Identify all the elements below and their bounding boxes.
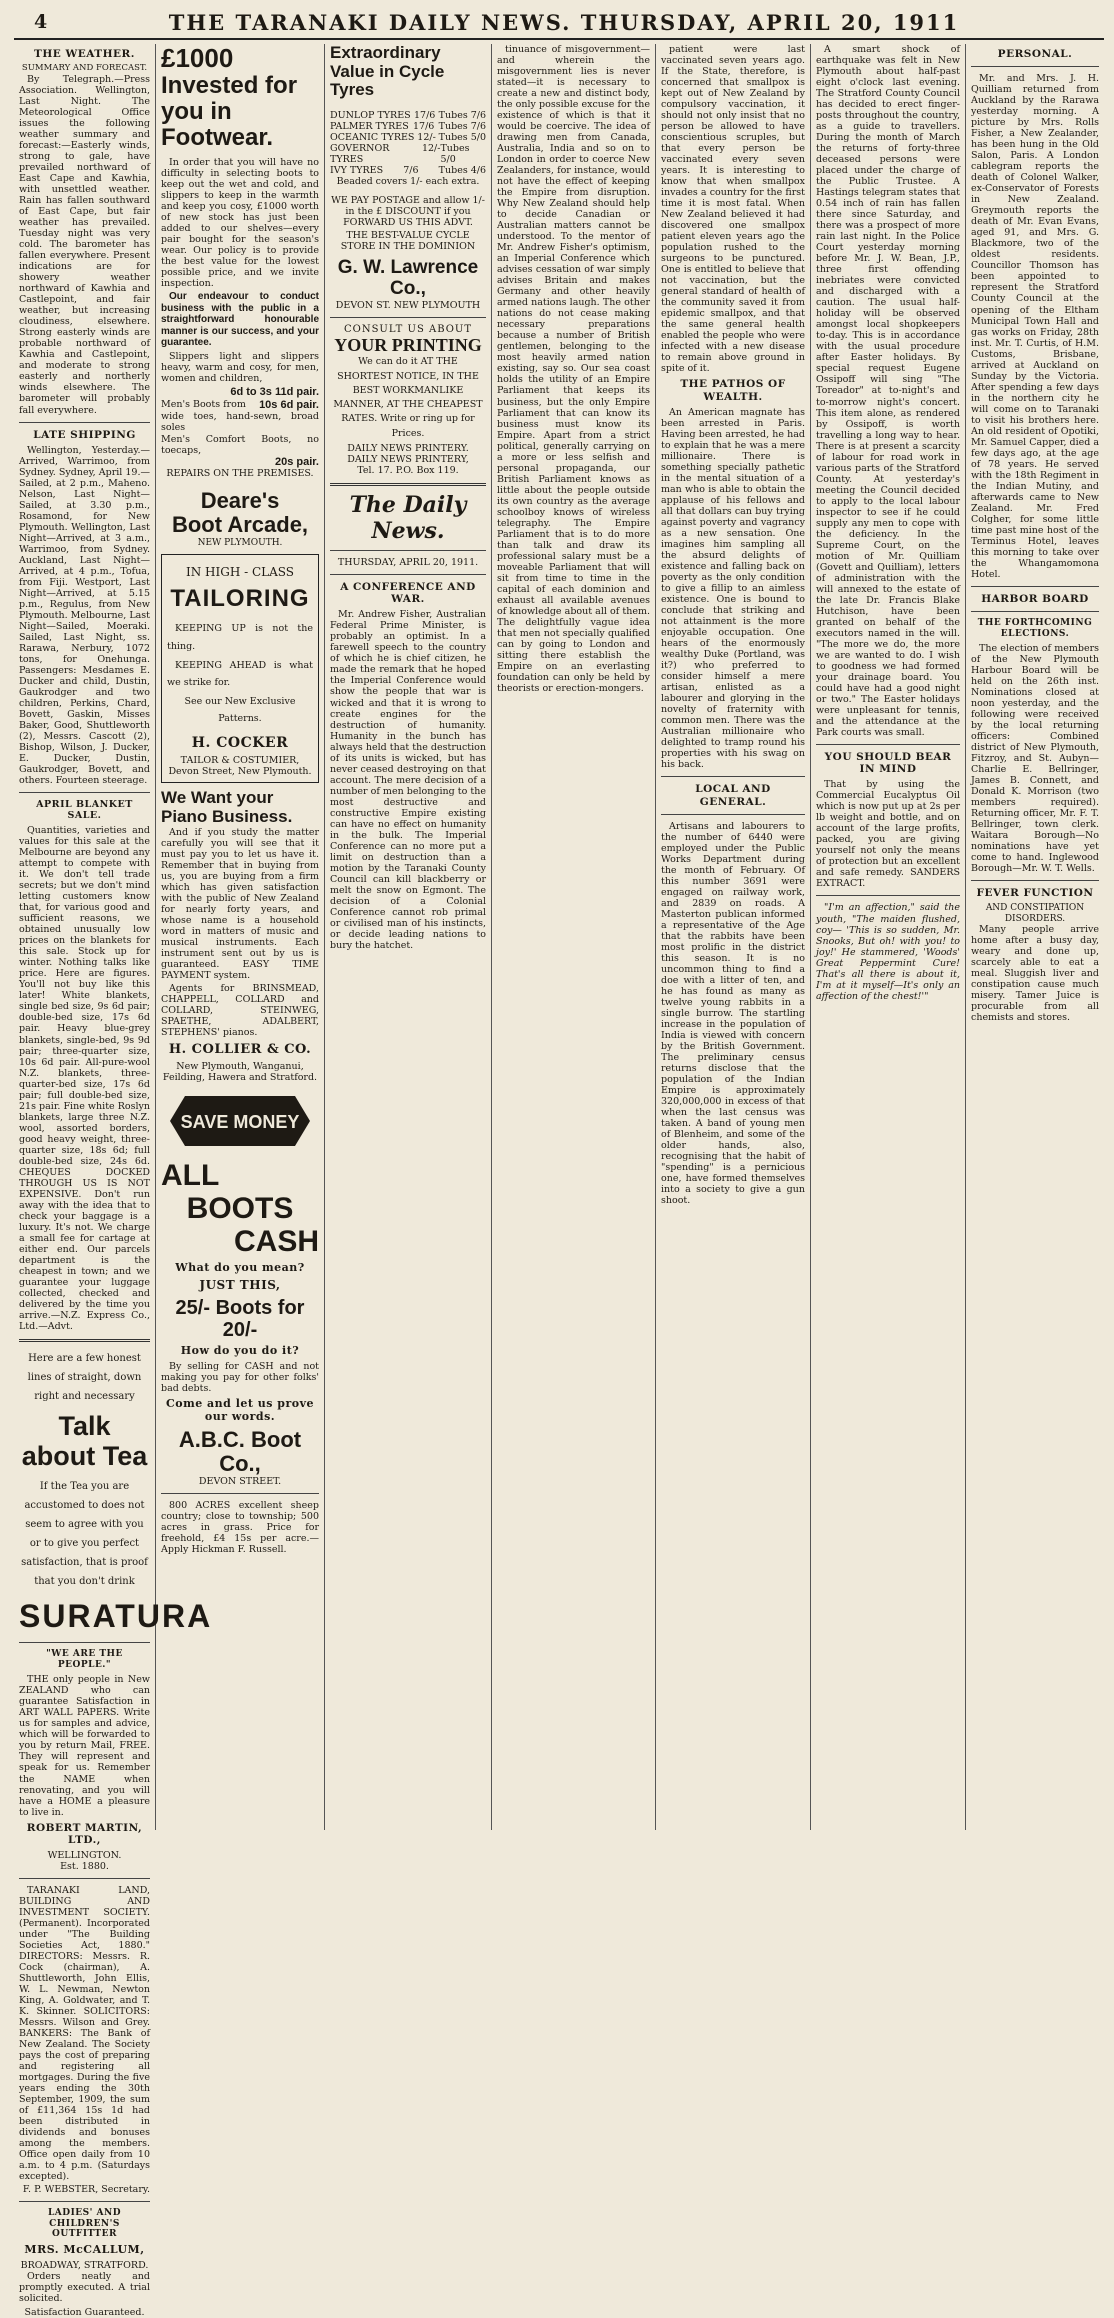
- masthead: [14, 6, 1104, 40]
- joke-text: "I'm an affection," said the youth, "The maiden flushed, coy— 'This is so sudden, Mr. Snooks, But oh! with you! to joy!' He stammered, 'Woods' Great Peppermint Cure! That's all there is about it, I'm at it myself—It's only an affection of the chest!'": [816, 902, 960, 1002]
- smallpox-text: patient were last vaccinated seven years ago. If the State, therefore, is concerned that smallpox is kept out of New Zealand by compulsory vaccination, it should not only insist that no person be allowed to have conscientious scruples, but that every person be vaccinated every seven years. It is interesting to know that when smallpox invades a country for the first time it is most fatal. When New Zealand believed it had discovered one smallpox patient eleven years ago the population rushed to the surgeons to be punctured. One is entitled to believe that not vaccination, but the general standard of health of the community saved it from epidemic smallpox, and that the same general health enabled the people who were infected with a new disease to remain above ground in spite of it.: [661, 44, 805, 375]
- printers-address: DAILY NEWS PRINTERY,: [347, 453, 469, 465]
- conference-heading: A CONFERENCE AND WAR.: [340, 581, 476, 606]
- daily-news-nameplate: The Daily News.: [349, 491, 467, 544]
- ladies-name: MRS. McCALLUM,: [24, 2242, 145, 2256]
- fever-heading: FEVER FUNCTION: [976, 887, 1094, 900]
- column-4: [492, 44, 656, 1830]
- deare-subtitle: Boot Arcade,: [171, 512, 309, 538]
- tyre-row: OCEANIC TYRES 12/- Tubes 5/0: [330, 132, 486, 144]
- tea-intro: Here are a few honest lines of straight, down right and necessary: [27, 1352, 142, 1402]
- wealth-text: An American magnate has been arrested in Paris. Having been arrested, he had to explain that he was a mere millionaire. There is something specially pathetic in the mental situation of a man who is able to obtain the applause of his fellows and all that dollars can buy trying against poverty and vagrancy as a new sensation. One imagines him sampling all the absurd delights of existence and falling back on poverty as the only condition to give a fillip to an aimless existence. One is bound to conclude that striking and not attainment is the more enjoyable occupation. One hears of the enormously wealthy Duke (Portland, was it?) who preferred to consider himself a mere artisan, enlisted as a labourer and glorying in the novelty of fraternity with common men. There was the Australian millionaire who delighted to tramp round his properties with his swag on his back.: [661, 406, 805, 771]
- repairs-line: REPAIRS ON THE PREMISES.: [166, 468, 314, 480]
- all-word: ALL: [161, 1159, 220, 1193]
- lawrence-name: G. W. Lawrence Co.,: [337, 257, 479, 300]
- cash-question: What do you mean?: [175, 1261, 305, 1275]
- editorial-continued: tinuance of misgovernment—and wherein the misgovernment lies is never stated—it is necessary to create a new and distinct body, the only possible excuse for the existence of which is that it would be coercive. The idea of drawing men from Canada, Australia, India and so on to London in order to coerce New Zealanders, for instance, would not have the effect of keeping the Empire from disruption. Why New Zealand should help to decide Canadian or Australian matters cannot be understood. To the mentor of Mr. Andrew Fisher's optimism, an Imperial Conference which advises cessation of war simply advises Britain and makes Germany and other heavily armed nations laugh. The other nations do not cease making necessary preparations because a number of British gentlemen, belonging to the most heavily armed nation existing, say so. Our sea coast holds the utility of an Empire Parliament that keeps its business, but the only Empire Parliament that can know its business must know its Empire. Apart from a strict political, generally carrying on a more or less selfish and personal propaganda, our British Parliament knows as little about the people outside its own country as the average schoolboy knows of wireless telegraphy. The Empire Parliament that is to do more than talk and draw its professional salary must be a moveable Parliament that will sit from time to time in the capital of each dominion and exhaust all available avenues of knowledge about all of them. The delightfully vague idea that men not specially qualified can by going to London and sitting there establish the Empire on an everlasting foundation can only be held by theorists or erection-mongers.: [497, 44, 650, 694]
- ladies-footer: Satisfaction Guaranteed.: [24, 2306, 145, 2318]
- collier-address: New Plymouth, Wanganui, Feilding, Hawera and Stratford.: [162, 1060, 318, 1083]
- elections-text: The election of members of the New Plymouth Harbour Board will be held on the 26th inst. Nominations closed at noon yesterday, and the following were received by the local returning officers: Combined district of New Plymouth, Fitzroy, and St. Aubyn—Charlie E. Bellringer, James B. Connett, and Donald K. Morrison (two members required). Returning officer, Mr. F. T. Bellringer, town clerk. Waitara Borough—No nominations have yet come to hand. Inglewood Borough—Mr. W. T. Wells.: [971, 642, 1099, 875]
- tea-body: If the Tea you are accustomed to does not seem to agree with you or to give you perfect satisfaction, that is proof that you don't drink: [21, 1481, 148, 1588]
- footwear-price: £1000: [161, 43, 234, 73]
- people-heading: "WE ARE THE PEOPLE.": [46, 1649, 123, 1670]
- weather-heading: THE WEATHER.: [34, 48, 135, 60]
- local-heading: LOCAL AND GENERAL.: [695, 783, 771, 808]
- save-money-label: SAVE MONEY: [180, 1112, 300, 1133]
- footwear-bold: Our endeavour to conduct business with the public in a straightforward honourable manner is our success, and your guarantee.: [161, 290, 319, 349]
- ladies-text: Orders neatly and promptly executed. A trial solicited.: [19, 2271, 150, 2305]
- column-5: [656, 44, 811, 1830]
- blanket-text: Quantities, varieties and values for this sale at the Melbourne are beyond any attempt to compete with it. We don't tell trade secrets; but we don't mind letting customers know that, for various good and sufficient reasons, we obtained unusually low prices on the blankets for this sale. Stock up for winter. Nothing talks like price. Here are figures. You'll not buy like this later! White blankets, single bed size, 9s 6d pair; double-bed size, 17s 6d pair. Heavy blue-grey blankets, single-bed, 9s 9d pair; three-quarter size, 10s 6d pair. All-pure-wool N.Z. blankets, three-quarter-bed size, 17s 6d pair; full double-bed size, 21s pair. Fine white Roslyn blankets, large three N.Z. wool, assorted borders, good heavy weight, three-quarter size, 18s 6d; full double-bed size, 24s 6d. CHEQUES DOCKED THROUGH US IS NOT EXPENSIVE. Don't run away with the idea that to check your baggage is a luxury. It's not. We charge a small fee for cartage at either end. Our parcels department is the cheapest in town; and we guarantee your luggage collected, checked and delivered by the time you arrive.—N.Z. Express Co., Ltd.—Advt.: [19, 825, 150, 1332]
- cash-how: How do you do it?: [180, 1343, 300, 1357]
- cocker-address: Devon Street, New Plymouth.: [168, 766, 312, 778]
- blanket-heading: APRIL BLANKET SALE.: [36, 799, 133, 822]
- people-text: THE only people in New ZEALAND who can guarantee Satisfaction in ART WALL PAPERS. Write us for samples and advice, which will be forwarded to you by return Mail, FREE. They will represent and speak for us. Remember the NAME when renovating, and you will have a HOME a pleasure to live in.: [19, 1674, 150, 1818]
- cocker-trade: TAILOR & COSTUMIER,: [180, 755, 300, 767]
- printers: DAILY NEWS PRINTERY.: [347, 442, 469, 454]
- printing-text: We can do it AT THE SHORTEST NOTICE, IN THE BEST WORKMANLIKE MANNER, AT THE CHEAPEST RATES. Write or ring up for Prices.: [333, 356, 483, 439]
- printing-pre: CONSULT US ABOUT: [343, 324, 473, 336]
- cash-prove: Come and let us prove our words.: [165, 1397, 315, 1424]
- shipping-heading: LATE SHIPPING: [33, 428, 136, 441]
- personal-text: Mr. and Mrs. J. H. Quilliam returned from Auckland by the Rarawa yesterday morning. A picture by Mrs. Rolls Fisher, a New Zealander, has been hung in the Old Salon, Paris. A London cablegram reports the death of Colonel Walker, ex-Conservator of Forests in New Zealand. Greymouth reports the death of Mr. Evan Evans, aged 91, and Mrs. G. Blackmore, two of the oldest residents. Councillor Thomson has been appointed to represent the Stratford County Council at the opening of the Eltham Municipal Town Hall and gas works on Friday, 28th inst. Mr. T. Curtis, of H.M. Customs, Brisbane, arrived at Auckland on Sunday by the Victoria. After spending a few days in the northern city he will come on to Taranaki to visit his brothers here. An old resident of Opotiki, Mr. Samuel Capper, died a few days ago, at the age of 78 years. He served with the 18th Regiment in the Indian Mutiny, and afterwards came to New Zealand. Mr. Fred Colgher, for some little time past mine host of the Terminus Hotel, leaves this morning to take over the Whangamomona Hotel.: [971, 73, 1100, 580]
- slippers-text: Slippers light and slippers heavy, warm and cosy, for men, women and children,: [161, 350, 319, 384]
- fever-text: Many people arrive home after a busy day, weary and done up, scarcely able to eat a meal. Sluggish liver and constipation cause much misery. Tamer Juice is procurable from all chemists and stores.: [971, 924, 1099, 1024]
- personal-heading: PERSONAL.: [997, 48, 1073, 60]
- land-society-text: TARANAKI LAND, BUILDING AND INVESTMENT SOCIETY. (Permanent). Incorporated under "The Building Societies Act, 1880." DIRECTORS: Messrs. R. Cock (chairman), A. Shuttleworth, John Ellis, W. L. Newman, Newton King, A. Goldwater, and T. K. Skinner. SOLICITORS: Messrs. Wilson and Grey. BANKERS: The Bank of New Zealand. The Society pays the cost of preparing and registering all mortgages. During the five years ending the 30th September, 1909, the sum of £11,364 15s 1d had been distributed in dividends and bonuses among the members. Office open daily from 10 a.m. to 4 p.m. (Saturdays excepted).: [19, 1884, 150, 2183]
- elections-heading: THE FORTHCOMING ELECTIONS.: [977, 618, 1093, 639]
- piano-agents: Agents for BRINSMEAD, CHAPPELL, COLLARD and COLLARD, STEINWEG, SPAETHE, ADALBERT, STEPHENS' pianos.: [161, 982, 319, 1038]
- deare-title: Deare's: [200, 488, 280, 514]
- tyre-row: GOVERNOR TYRES 12/- Tubes 5/0: [330, 143, 470, 166]
- cash-this: JUST THIS,: [199, 1277, 281, 1292]
- column-2: [156, 44, 325, 1830]
- tailoring-pre: IN HIGH - CLASS: [185, 565, 295, 580]
- collier-name: H. COLLIER & CO.: [168, 1041, 312, 1057]
- ladies-heading: LADIES' AND CHILDREN'S OUTFITTER: [47, 2208, 122, 2240]
- postage-offer: WE PAY POSTAGE and allow 1/- in the £ DISCOUNT if you FORWARD US THIS ADVT.: [331, 195, 485, 229]
- acres-ad: 800 ACRES excellent sheep country; close to township; 500 acres in grass. Price for freehold, £4 15s per acre.—Apply Hickman F. Russell.: [161, 1500, 319, 1556]
- conference-text: Mr. Andrew Fisher, Australian Federal Prime Minister, is probably an optimist. In a farewell speech to the country of which he is chief citizen, he made the remark that he hoped the Imperial Conference would show the people that war is wicked and that it is wrong to create engines for the destruction of humanity. Humanity in the bunch has always held that the destruction of its units is wicked, but has never ceased destroying on that account. The mere decision of a number of men belonging to the most destructive and constructive Empire existing can have no effect on humanity in the bulk. The Imperial Conference can no more put a limit on destruction than a motion by the Taranaki County Council can kill blackberry or melt the snow on Egmont. The decision of a Colonial Conference cannot rob primal or civilised man of his instincts, or decide leading nations to bury the hatchet.: [330, 609, 486, 951]
- save-money-icon: [165, 1091, 315, 1151]
- best-store: THE BEST-VALUE CYCLE STORE IN THE DOMINION: [340, 230, 476, 253]
- tailoring-text-1: KEEPING UP is not the thing.: [167, 623, 313, 652]
- mind-text: That by using the Commercial Eucalyptus Oil which is now put up at 2s per lb weight and bottle, and on account of the large profits, packed, you are giving yourself not only the means of protection but an excellent and safe remedy. SANDERS EXTRACT.: [816, 779, 960, 890]
- local-news-text: A smart shock of earthquake was felt in New Plymouth about half-past eight o'clock last evening. The Stratford County Council has decided to erect finger-posts throughout the country, as a guide to travellers. During the month of March the returns of forty-three deceased persons were placed under the charge of the Public Trustee. A Hastings telegram states that 0.54 inch of rain has fallen there since Saturday, and there was a prospect of more rain last night. In the Police Court yesterday morning before Mr. J. W. Bean, J.P., three first offending inebriates were convicted and discharged with a caution. The usual half-holiday will be observed amongst local shopkeepers to-day. This is in accordance with the usual procedure after Easter holidays. By special request Eugene Ossipoff will sing "The Toreador" at to-night's and to-morrow night's concert. This item alone, as rendered by Ossipoff, is worth travelling a long way to hear. There is at present a scarcity of labour for road work in various parts of the Stratford County. At yesterday's meeting the Council decided to apply to the local labour inspector to see if he could supply any men to cope with the deficiency. In the Supreme Court, on the motion of Mr. Quilliam (Govett and Quilliam), letters of administration with the will annexed to the estate of the late Dr. Francis Blake Hutchison, have been granted on behalf of the executors named in the will. "The more we do, the more we are wanted to do. I wish to goodness we had formed your drainage board. You could have had a good night or two." The Easter holidays were unpleasant for tennis, and the attendance at the Park courts was small.: [816, 44, 960, 738]
- boots-word: BOOTS: [186, 1192, 294, 1226]
- tea-title: Talk about Tea: [21, 1410, 148, 1471]
- beaded-note: Beaded covers 1/- each extra.: [336, 176, 480, 188]
- tailoring-title: TAILORING: [170, 585, 310, 613]
- martin-place: WELLINGTON.: [47, 1849, 122, 1861]
- harbour-heading: HARBOR BOARD: [981, 592, 1089, 605]
- cash-offer: 25/- Boots for 20/-: [175, 1296, 305, 1341]
- column-3: [325, 44, 492, 1830]
- weather-text: By Telegraph.—Press Association. Wellington, Last Night. The Meteorological Office issues the following weather summary and forecast:—Easterly winds, strong to gale, have prevailed northward of East Cape and Kawhia, with unsettled weather. Rain has fallen southward of East Cape, but fair weather has prevailed. Tuesday night was very cold. The barometer has fallen everywhere. Present indications are for showery weather northward of Kawhia and Castlepoint, and fair weather, but increasing cloudiness, elsewhere. Strong easterly winds are probable northward of Kawhia and Castlepoint, and moderate to strong easterly and northerly winds elsewhere. The barometer will probably fall everywhere.: [19, 74, 150, 416]
- fever-subheading: AND CONSTIPATION DISORDERS.: [985, 903, 1085, 924]
- mind-heading: YOU SHOULD BEAR IN MIND: [824, 750, 952, 776]
- piano-title: We Want your Piano Business.: [161, 788, 293, 826]
- deare-place: NEW PLYMOUTH.: [197, 537, 283, 548]
- tyres-table: [330, 110, 486, 176]
- abc-address: DEVON STREET.: [198, 1476, 282, 1488]
- save-money-badge: [161, 1089, 319, 1153]
- page-number: 4: [34, 11, 48, 33]
- column-7: [966, 44, 1104, 1830]
- cash-text: By selling for CASH and not making you pay for other folks' bad debts.: [161, 1361, 319, 1395]
- ladies-address: BROADWAY, STRATFORD.: [20, 2260, 149, 2272]
- lawrence-address: DEVON ST. NEW PLYMOUTH: [335, 300, 481, 312]
- editorial-date: THURSDAY, APRIL 20, 1911.: [337, 557, 479, 569]
- wealth-heading: THE PATHOS OF WEALTH.: [680, 378, 786, 403]
- tailoring-text-3: See our New Exclusive Patterns.: [184, 695, 296, 724]
- masthead-title: THE TARANAKI DAILY NEWS. THURSDAY, APRIL 20, 1911: [168, 9, 960, 35]
- local-text: Artisans and labourers to the number of 6440 were employed under the Public Works Department during the month of February. Of this number 3691 were engaged on railway work, and 2839 on roads. A Masterton publican informed a representative of the Age that the rabbits have been most prolific in the district this season. It is no uncommon thing to find a doe with a litter of ten, and he has found as many as twelve young rabbits in a single burrow. The startling increase in the population of India is viewed with concern by the British Government. The preliminary census returns disclose that the population of the Indian Empire is approximately 320,000,000 in excess of that when the last census was taken. A band of young men of Blenheim, and some of the older hands, also, recognising that the habit of "spending" is a pernicious one, have formed themselves into a society to give a gun shoot.: [661, 820, 805, 1207]
- slippers-price: 6d to 3s 11d pair.: [230, 385, 319, 398]
- tailoring-ad: [161, 554, 319, 783]
- cycle-title: Extraordinary Value in Cycle Tyres: [330, 43, 445, 100]
- tyre-row: DUNLOP TYRES 17/6 Tubes 7/6: [330, 110, 486, 122]
- footwear-title: Invested for you in Footwear.: [161, 71, 298, 152]
- comfort-boots: Men's Comfort Boots, no toecaps,: [161, 433, 319, 456]
- cocker-name: H. COCKER: [191, 734, 289, 751]
- footwear-text: In order that you will have no difficulty in selecting boots to keep out the wet and cold, and slippers to keep in the warmth and keep you cosy, £1000 worth of new stock has just been added to our shelves—every pair bought for the season's wear. Our policy is to provide the best value for the lowest possible price, and we invite inspection.: [161, 156, 319, 289]
- column-6: [811, 44, 966, 1830]
- tyre-row: PALMER TYRES 17/6 Tubes 7/6: [330, 121, 486, 133]
- printers-tel: Tel. 17. P.O. Box 119.: [357, 464, 459, 476]
- tyre-row: IVY TYRES 7/6 Tubes 4/6: [330, 165, 486, 177]
- martin-est: Est. 1880.: [60, 1860, 109, 1872]
- shipping-text: Wellington, Yesterday.—Arrived, Warrimoo, from Sydney. Sydney, April 19.—Sailed, at 2 p.m., Maheno. Nelson, Last Night—Sailed, at 3.30 p.m., Rosamond, for New Plymouth. Wellington, Last Night—Arrived, at 3 a.m., Warrimoo, from Sydney. Auckland, Last Night—Arrived, at 4 p.m., Tofua, from Fiji. Westport, Last Night—Arrived, at 5.15 p.m., Regulus, from New Plymouth. Melbourne, Last Night—Sailed, Moeraki. Sailed, Last Night, ss. Rarawa, Nerbury, 1072 tons, for Onehunga. Passengers: Mesdames E. Ducker and child, Dustin, Gaukrodger and two children, Perkins, Chard, Bovett, Gaskin, Misses Baker, Good, Shuttleworth (2), Messrs. Cascott (2), Bishop, Wilson, J. Ducker, E. Ducker, Dustin, Gaukrodger, Bovett, and others. Fourteen steerage.: [19, 444, 150, 787]
- weather-subheading: SUMMARY AND FORECAST.: [21, 63, 148, 74]
- piano-text: And if you study the matter carefully you will see that it must pay you to let us have it. Remember that in buying from us, you are buying from a firm which has given satisfaction with the public of New Zealand for nearly forty years, and whose name is a household word in matters of music and musical instruments. Each instrument sent out by us is guaranteed. EASY TIME PAYMENT system.: [161, 826, 319, 981]
- suratura-brand: SURATURA: [19, 1598, 213, 1635]
- printing-title: YOUR PRINTING: [334, 334, 482, 355]
- martin-name: ROBERT MARTIN, LTD.,: [26, 1821, 143, 1846]
- mens-boots-price: 10s 6d pair.: [259, 398, 319, 411]
- tailoring-text-2: KEEPING AHEAD is what we strike for.: [167, 659, 313, 688]
- mens-boots: Men's Boots from: [161, 398, 246, 410]
- comfort-boots-price: 20s pair.: [274, 455, 319, 468]
- mens-boots-note: wide toes, hand-sewn, broad soles: [161, 411, 319, 434]
- abc-name: A.B.C. Boot Co.,: [178, 1426, 302, 1477]
- land-society-signature: F. P. WEBSTER, Secretary.: [22, 2184, 150, 2196]
- cash-word: CASH: [233, 1225, 319, 1259]
